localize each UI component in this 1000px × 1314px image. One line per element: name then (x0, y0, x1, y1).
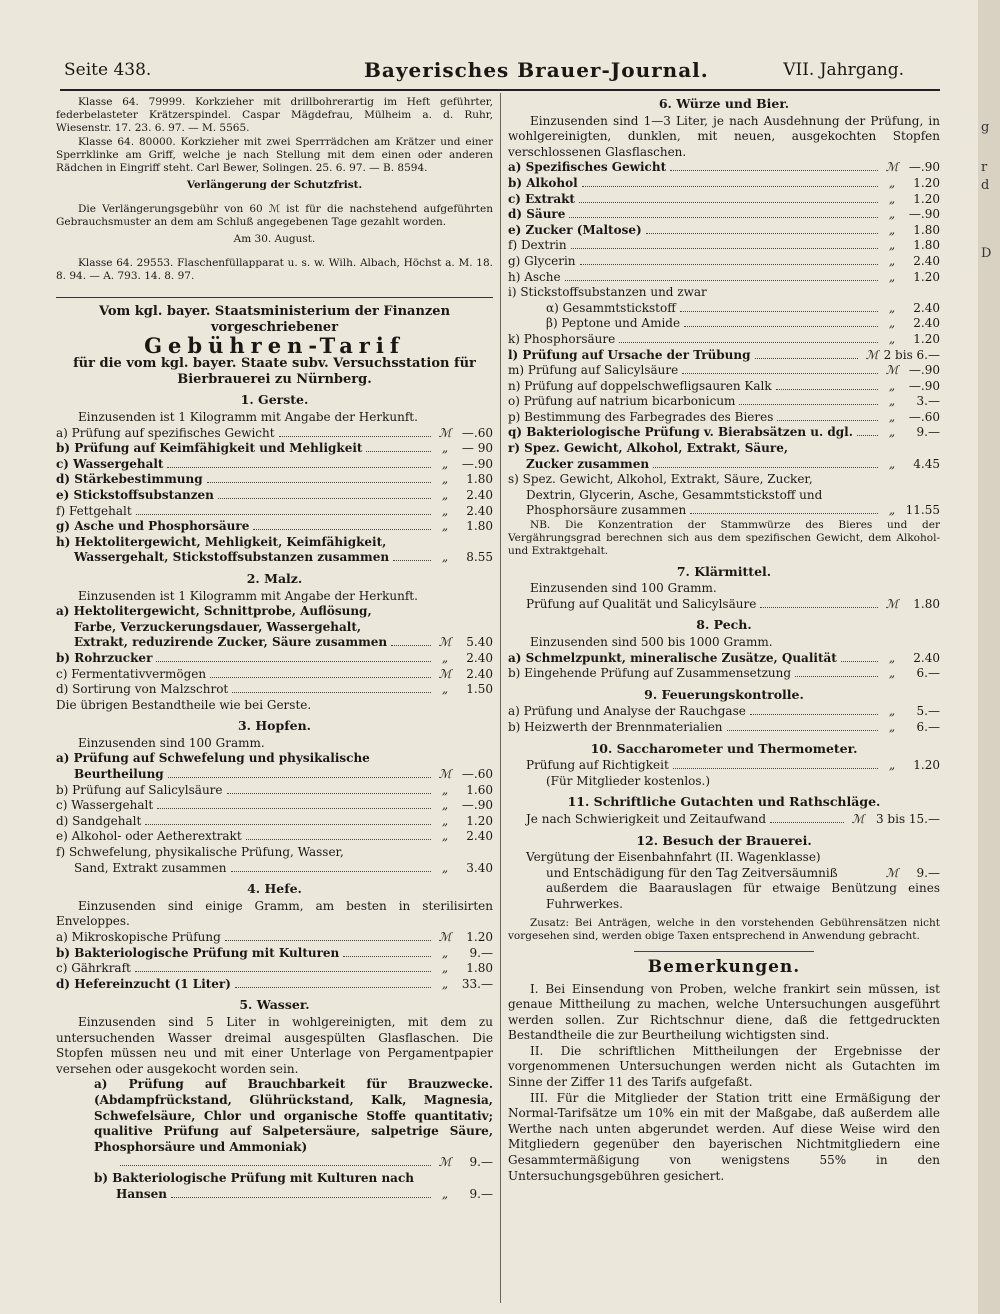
fee-row (56, 930, 493, 946)
fee-price: 2.40 (913, 650, 940, 665)
fee-price: 33.— (461, 976, 493, 991)
header-rule (60, 89, 940, 91)
fee-label: Vergütung der Eisenbahnfahrt (II. Wagenklasse) (526, 850, 821, 865)
currency-mark: „ (441, 519, 449, 534)
fee-price: —.90 (908, 378, 940, 393)
fee-label: b) Alkohol (508, 175, 578, 190)
currency-mark: „ (888, 704, 896, 719)
fee-label: Prüfung auf Richtigkeit (526, 758, 669, 773)
fee-label: a) Schmelzpunkt, mineralische Zusätze, Qualität (508, 650, 837, 665)
fee-row (56, 783, 493, 799)
currency-mark: „ (888, 719, 896, 734)
section-intro: Einzusenden sind 100 Gramm. (530, 581, 717, 596)
journal-title: Bayerisches Brauer-Journal. (364, 58, 709, 82)
edge-letter: d (981, 178, 990, 193)
currency-mark: „ (888, 269, 896, 284)
currency-mark: „ (441, 1186, 449, 1201)
fee-row (508, 379, 940, 395)
adjacent-page-edge (978, 0, 1000, 1314)
remark-paragraph: III. Für die Mitglieder der Station tritt eine Ermäßigung der Normal-Tarifsätze um 10% ein mit der Maßgabe, daß außerdem alle Werthe nach unten abgerundet werden. Auf diese Weise wird den Mitgliedern gegenüber den bayerischen Nichtmitgliedern eine Gesammtermäßigung von wenigstens 55% in den Untersuchungsgebühren gesichert. (508, 1090, 940, 1183)
member-note: (Für Mitglieder kostenlos.) (546, 773, 711, 788)
fee-label: Farbe, Verzuckerungsdauer, Wassergehalt, (74, 619, 362, 634)
currency-mark: ℳ (438, 767, 452, 782)
fee-row (508, 160, 940, 176)
fee-row (508, 410, 940, 426)
currency-mark: „ (888, 425, 896, 440)
fee-label: b) Prüfung auf Keimfähigkeit und Mehligkeit (56, 441, 363, 456)
currency-mark: „ (888, 191, 896, 206)
section-intro: Einzusenden sind 500 bis 1000 Gramm. (530, 635, 773, 650)
fee-label: und Entschädigung für den Tag Zeitversäumniß (546, 865, 838, 880)
fee-price: 1.80 (466, 961, 493, 976)
currency-mark: „ (888, 650, 896, 665)
currency-mark: ℳ (438, 930, 452, 944)
extension-entry: Klasse 64. 29553. Flaschenfüllapparat u. s. w. Wilh. Albach, Höchst a. M. 18. 8. 94. — A. 793. 14. 8. 97. (56, 257, 493, 283)
currency-mark: „ (441, 550, 449, 565)
fee-label: Zucker zusammen (526, 456, 650, 471)
fee-price: 2.40 (466, 503, 493, 518)
fee-label: a) Prüfung auf Brauchbarkeit für Brauzwecke. (Abdampfrückstand, Glührückstand, Kalk, Magnesia, Schwefelsäure, Chlor und organische Stoffe quantitativ; qualitive Prüfung auf Salpetersäure, salpetrige Säure, Phosphorsäure und Ammoniak) (94, 1077, 493, 1154)
currency-mark: „ (888, 758, 896, 773)
currency-mark: „ (888, 394, 896, 409)
tarif-subtitle: für die vom kgl. bayer. Staate subv. Versuchsstation für Bierbrauerei zu Nürnberg. (73, 356, 476, 387)
extension-text: Die Verlängerungsgebühr von 60 ℳ ist für die nachstehend aufgeführten Gebrauchsmuster an dem am Schluß angegebenen Tage gezahlt worden. (56, 202, 493, 229)
currency-mark: „ (888, 378, 896, 393)
currency-mark: „ (888, 666, 896, 681)
fee-price: 1.20 (913, 191, 940, 206)
fee-price: 9.— (916, 865, 940, 880)
fee-price: 3.40 (466, 860, 493, 875)
fee-price: 1.50 (466, 682, 493, 697)
currency-mark: ℳ (438, 635, 452, 650)
currency-mark: „ (888, 207, 896, 222)
nb-note: NB. Die Konzentration der Stammwürze des Bieres und der Vergährungsgrad berechnen sich aus dem spezifischen Gewicht, dem Alkohol- und Extraktgehalt. (508, 519, 940, 558)
fee-label: Wassergehalt, Stickstoffsubstanzen zusammen (74, 550, 390, 565)
fee-price: 2.40 (466, 666, 493, 681)
fee-label: f) Fettgehalt (56, 503, 132, 518)
fee-label: n) Prüfung auf doppelschwefligsauren Kalk (508, 378, 772, 393)
fee-row (56, 1187, 493, 1203)
fee-label: c) Wassergehalt (56, 798, 154, 813)
section-heading-klaermittel: 7. Klärmittel. (676, 563, 772, 579)
currency-mark: „ (888, 238, 896, 253)
fee-row (508, 270, 940, 286)
fee-price: 9.— (469, 945, 493, 960)
fee-row (56, 946, 493, 962)
fee-price: 3.— (916, 394, 940, 409)
fee-label: q) Bakteriologische Prüfung v. Bierabsätzen u. dgl. (508, 425, 853, 440)
fee-price: 8.55 (466, 550, 493, 565)
section-note: Die übrigen Bestandtheile wie bei Gerste. (56, 697, 312, 712)
fee-label: b) Eingehende Prüfung auf Zusammensetzung (508, 666, 792, 681)
section-heading-feuerung: 9. Feuerungskontrolle. (644, 686, 804, 702)
section-heading-hopfen: 3. Hopfen. (237, 718, 312, 734)
currency-mark: „ (888, 331, 896, 346)
fee-price: —.60 (461, 425, 493, 440)
fee-label: a) Prüfung auf Schwefelung und physikalische (56, 751, 370, 766)
fee-row (508, 866, 940, 882)
volume-label: VII. Jahrgang. (783, 60, 904, 80)
extension-date: Am 30. August. (233, 233, 316, 246)
fee-label: r) Spez. Gewicht, Alkohol, Extrakt, Säure, (508, 441, 789, 456)
section-intro: Einzusenden sind einige Gramm, am besten in sterilisirten Enveloppes. (56, 898, 493, 929)
fee-label: Phosphorsäure zusammen (526, 503, 687, 518)
fee-label: d) Sortirung von Malzschrot (56, 682, 229, 697)
fee-label: b) Rohrzucker (56, 650, 153, 665)
fee-price: 9.— (916, 425, 940, 440)
fee-price: —.90 (908, 160, 940, 175)
fee-price: —.90 (908, 363, 940, 378)
fee-row (56, 635, 493, 651)
fee-row (508, 316, 940, 332)
fee-price: 2.40 (466, 487, 493, 502)
patent-entry: Klasse 64. 79999. Korkzieher mit drillbohrerartig im Heft geführter, federbelasteter Krätzerspindel. Caspar Mägdefrau, Mülheim a. d. Ruhr, Wiesenstr. 17. 23. 6. 97. — M. 5565. (56, 96, 493, 135)
fee-row (56, 961, 493, 977)
fee-row (508, 238, 940, 254)
fee-price: 6.— (916, 666, 940, 681)
fee-row (56, 472, 493, 488)
fee-price: 1.20 (913, 175, 940, 190)
fee-label: e) Alkohol- oder Aetherextrakt (56, 829, 242, 844)
currency-mark: ℳ (438, 666, 452, 681)
edge-letter: g (981, 120, 990, 135)
fee-row (508, 704, 940, 720)
section-heading-gutachten: 11. Schriftliche Gutachten und Rathschläge. (567, 794, 881, 810)
edge-letter: D (981, 246, 992, 261)
section-heading-saccharometer: 10. Saccharometer und Thermometer. (590, 740, 858, 756)
fee-label: l) Prüfung auf Ursache der Trübung (508, 347, 751, 362)
fee-row (56, 504, 493, 520)
fee-label: h) Hektolitergewicht, Mehligkeit, Keimfähigkeit, (56, 534, 387, 549)
fee-row (508, 192, 940, 208)
fee-label: a) Hektolitergewicht, Schnittprobe, Auflösung, (56, 604, 372, 619)
fee-label: f) Schwefelung, physikalische Prüfung, Wasser, (56, 845, 344, 860)
fee-row (56, 682, 493, 698)
fee-label: g) Asche und Phosphorsäure (56, 519, 250, 534)
fee-label: a) Prüfung und Analyse der Rauchgase (508, 704, 746, 719)
currency-mark: „ (441, 782, 449, 797)
currency-mark: „ (888, 316, 896, 331)
fee-label: b) Bakteriologische Prüfung mit Kulturen nach (94, 1170, 414, 1185)
currency-mark: „ (888, 503, 896, 518)
fee-row (508, 207, 940, 223)
fee-row (508, 254, 940, 270)
currency-mark: „ (888, 409, 896, 424)
fee-label: Hansen (116, 1186, 167, 1201)
fee-price: —.60 (908, 409, 940, 424)
fee-label: α) Gesammtstickstoff (546, 300, 676, 315)
fee-price: 1.20 (466, 813, 493, 828)
fee-label: o) Prüfung auf natrium bicarbonicum (508, 394, 736, 409)
currency-mark: ℳ (885, 596, 899, 611)
fee-price: 3 bis 15.— (875, 811, 940, 826)
fee-label: f) Dextrin (508, 238, 567, 253)
fee-label: d) Sandgehalt (56, 813, 142, 828)
fee-row (56, 861, 493, 877)
fee-price: — 90 (461, 441, 493, 456)
fee-row (56, 550, 493, 566)
fee-row (56, 651, 493, 667)
fee-price: 5.— (916, 704, 940, 719)
section-intro: Einzusenden sind 5 Liter in wohlgereinigten, mit dem zu untersuchenden Wasser dreimal ausgespülten Glasflaschen. Die Stopfen müssen neu und mit einer Unterlage von Pergamentpapier versehen oder ausgekocht worden sein. (56, 1014, 493, 1076)
fee-row (508, 176, 940, 192)
currency-mark: „ (441, 682, 449, 697)
fee-price: 11.55 (905, 503, 940, 518)
fee-row (508, 457, 940, 473)
fee-label: i) Stickstoffsubstanzen und zwar (508, 285, 707, 300)
currency-mark: „ (441, 945, 449, 960)
fee-price: 2 bis 6.— (883, 347, 940, 362)
page-number: Seite 438. (64, 60, 152, 80)
fee-label: h) Asche (508, 269, 561, 284)
fee-label: e) Zucker (Maltose) (508, 222, 642, 237)
fee-label: Dextrin, Glycerin, Asche, Gesammtstickstoff und (526, 487, 823, 502)
fee-row (56, 426, 493, 442)
section-intro: Einzusenden ist 1 Kilogramm mit Angabe der Herkunft. (78, 588, 418, 603)
section-rule (634, 951, 814, 952)
currency-mark: „ (441, 456, 449, 471)
section-intro: Einzusenden sind 1—3 Liter, je nach Ausdehnung der Prüfung, in wohlgereinigten, dunklen, mit neuen, ausgekochten Stopfen verschlossenen Glasflaschen. (508, 113, 940, 159)
fee-label: e) Stickstoffsubstanzen (56, 487, 214, 502)
fee-price: 1.20 (913, 758, 940, 773)
section-heading-hefe: 4. Hefe. (247, 881, 302, 897)
fee-row (508, 812, 940, 828)
currency-mark: „ (441, 813, 449, 828)
fee-row (56, 488, 493, 504)
remark-paragraph: I. Bei Einsendung von Proben, welche frankirt sein müssen, ist genaue Mittheilung zu machen, welche Untersuchungen ausgeführt werden sollen. Zur Richtschnur diene, daß die fettgedruckten Bestandtheile die zur Beurtheilung wichtigsten sind. (508, 981, 940, 1043)
fee-price: 1.80 (913, 238, 940, 253)
currency-mark: „ (441, 961, 449, 976)
fee-price: 6.— (916, 719, 940, 734)
fee-row (508, 503, 940, 519)
extension-heading: Verlängerung der Schutzfrist. (186, 179, 363, 192)
currency-mark: „ (441, 441, 449, 456)
fee-price: 1.20 (466, 930, 493, 944)
fee-label: β) Peptone und Amide (546, 316, 681, 331)
fee-price: —.90 (908, 207, 940, 222)
right-column (508, 96, 940, 1184)
currency-mark: „ (441, 798, 449, 813)
fee-row (56, 667, 493, 683)
fee-price: 2.40 (466, 650, 493, 665)
fee-label: Je nach Schwierigkeit und Zeitaufwand (526, 811, 767, 826)
section-heading-besuch: 12. Besuch der Brauerei. (636, 832, 812, 848)
section-heading-wuerze: 6. Würze und Bier. (658, 96, 790, 111)
currency-mark: ℳ (885, 160, 899, 175)
section-heading-wasser: 5. Wasser. (239, 997, 310, 1013)
fee-label: d) Säure (508, 207, 566, 222)
fee-label: d) Hefereinzucht (1 Liter) (56, 976, 231, 991)
fee-label: Sand, Extrakt zusammen (74, 860, 227, 875)
fee-label: c) Wassergehalt (56, 456, 164, 471)
currency-mark: „ (888, 222, 896, 237)
currency-mark: „ (441, 487, 449, 502)
fee-row (508, 223, 940, 239)
fee-label: b) Prüfung auf Salicylsäure (56, 782, 223, 797)
fee-price: 1.80 (913, 222, 940, 237)
fee-price: 2.40 (913, 253, 940, 268)
left-column (56, 96, 493, 1202)
remark-paragraph: II. Die schriftlichen Mittheilungen der Ergebnisse der vorgenommenen Untersuchungen werden nicht als Gutachten im Sinne der Ziffer 11 des Tarifs aufgefaßt. (508, 1043, 940, 1090)
edge-letter: r (981, 160, 988, 175)
fee-price: 1.80 (466, 519, 493, 534)
fee-row (56, 977, 493, 993)
fee-price: 9.— (469, 1186, 493, 1201)
fee-row (56, 814, 493, 830)
section-intro: Einzusenden ist 1 Kilogramm mit Angabe der Herkunft. (78, 410, 418, 424)
section-intro: Einzusenden sind 100 Gramm. (78, 735, 265, 750)
fee-label: a) Spezifisches Gewicht (508, 160, 667, 175)
section-heading-gerste: 1. Gerste. (240, 392, 309, 408)
currency-mark: „ (441, 472, 449, 487)
tarif-title: Gebühren-Tarif (144, 332, 405, 358)
fee-label: Beurtheilung (74, 767, 164, 782)
currency-mark: „ (441, 860, 449, 875)
section-heading-malz: 2. Malz. (246, 570, 303, 586)
fee-row (56, 441, 493, 457)
fee-label: m) Prüfung auf Salicylsäure (508, 363, 679, 378)
currency-mark: ℳ (885, 363, 899, 378)
tarif-title-line: Vom kgl. bayer. Staatsministerium der Finanzen vorgeschriebener (98, 304, 451, 336)
fee-row (508, 332, 940, 348)
currency-mark: ℳ (885, 865, 899, 880)
fee-price: —.60 (461, 767, 493, 782)
currency-mark: ℳ (438, 1155, 452, 1170)
fee-row (508, 666, 940, 682)
currency-mark: ℳ (851, 811, 865, 826)
fee-price: 5.40 (466, 635, 493, 650)
fee-price: 4.45 (913, 456, 940, 471)
currency-mark: ℳ (438, 425, 452, 440)
fee-label: außerdem die Baarauslagen für etwaige Benützung eines Fuhrwerkes. (546, 881, 940, 911)
fee-label: b) Bakteriologische Prüfung mit Kulturen (56, 945, 340, 960)
section-heading-pech: 8. Pech. (696, 617, 752, 633)
fee-label: Prüfung auf Qualität und Salicylsäure (526, 596, 757, 611)
patent-entry: Klasse 64. 80000. Korkzieher mit zwei Sperrrädchen am Krätzer und einer Sperrklinke am Griff, welche je nach Stellung mit dem einen oder anderen Rädchen in Eingriff steht. Carl Bewer, Solingen. 25. 6. 97. — B. 8594. (56, 135, 493, 175)
fee-label: p) Bestimmung des Farbegrades des Bieres (508, 409, 774, 424)
fee-price: —.90 (461, 798, 493, 813)
currency-mark: „ (888, 456, 896, 471)
zusatz-note: Zusatz: Bei Anträgen, welche in den vorstehenden Gebührensätzen nicht vorgesehen sind, werden obige Taxen entsprechend in Anwendung gebracht. (508, 916, 940, 942)
fee-label: g) Glycerin (508, 253, 576, 268)
fee-row (508, 301, 940, 317)
currency-mark: „ (441, 650, 449, 665)
currency-mark: „ (888, 175, 896, 190)
section-rule (56, 297, 493, 298)
currency-mark: ℳ (865, 347, 879, 362)
fee-price: 2.40 (913, 316, 940, 331)
fee-row (508, 651, 940, 667)
fee-label: s) Spez. Gewicht, Alkohol, Extrakt, Säure, Zucker, (508, 472, 813, 487)
currency-mark: „ (441, 503, 449, 518)
fee-row (508, 720, 940, 736)
fee-price: 2.40 (913, 300, 940, 315)
remarks-heading: Bemerkungen. (647, 956, 801, 977)
fee-price: 1.20 (913, 331, 940, 346)
fee-label: a) Prüfung auf spezifisches Gewicht (56, 425, 275, 440)
currency-mark: „ (888, 253, 896, 268)
fee-price: —.90 (461, 456, 493, 471)
fee-row (508, 363, 940, 379)
fee-price: 9.— (469, 1155, 493, 1170)
fee-row (56, 457, 493, 473)
fee-price: 1.60 (466, 782, 493, 797)
fee-row (508, 348, 940, 364)
fee-label: b) Heizwerth der Brennmaterialien (508, 719, 723, 734)
fee-row (56, 1155, 493, 1171)
fee-row (56, 829, 493, 845)
fee-price: 1.20 (913, 269, 940, 284)
fee-label: a) Mikroskopische Prüfung (56, 930, 221, 944)
currency-mark: „ (441, 829, 449, 844)
currency-mark: „ (441, 976, 449, 991)
fee-row (56, 767, 493, 783)
fee-row (508, 597, 940, 613)
fee-label: d) Stärkebestimmung (56, 472, 203, 487)
fee-price: 1.80 (913, 596, 940, 611)
currency-mark: „ (888, 300, 896, 315)
fee-price: 1.80 (466, 472, 493, 487)
fee-row (56, 798, 493, 814)
fee-label: c) Gährkraft (56, 961, 131, 976)
page-header (64, 58, 904, 88)
fee-label: c) Fermentativvermögen (56, 666, 207, 681)
fee-price: 2.40 (466, 829, 493, 844)
fee-label: k) Phosphorsäure (508, 331, 616, 346)
fee-label: c) Extrakt (508, 191, 575, 206)
fee-row (508, 394, 940, 410)
fee-label: Extrakt, reduzirende Zucker, Säure zusammen (74, 635, 388, 650)
column-separator (500, 93, 501, 1303)
fee-row (508, 758, 940, 774)
fee-row (508, 425, 940, 441)
fee-row (56, 519, 493, 535)
